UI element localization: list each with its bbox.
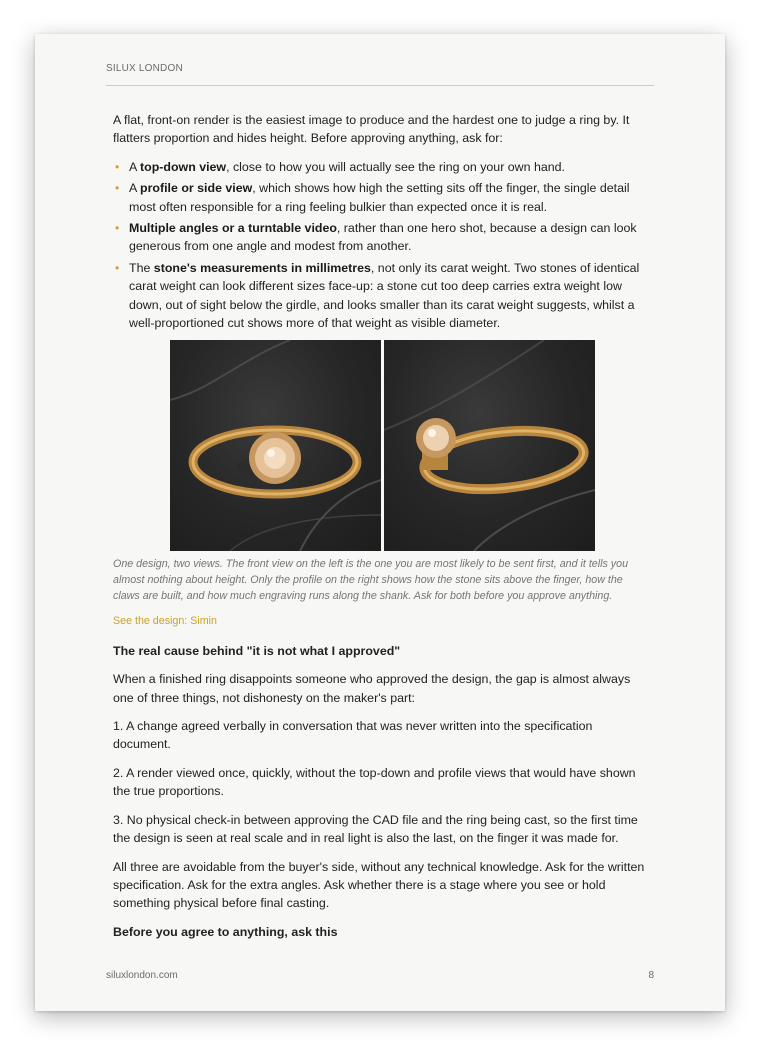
bullet-icon: • — [115, 221, 120, 236]
article-body — [113, 111, 651, 951]
bullet-icon: • — [115, 159, 120, 174]
running-header: SILUX LONDON — [106, 63, 183, 74]
next-section-heading: Before you agree to anything, ask this — [113, 924, 338, 939]
figure-caption: One design, two views. The front view on the left is the one you are most likely to be sent first, and it tells you almost nothing about height. Only the profile on the right shows how the stone sits above the finger, how the claws are built, and how much engraving runs along the shank. Ask for both before you approve anything. — [113, 558, 629, 602]
numbered-point: 1. A change agreed verbally in conversation that was never written into the specification document. — [113, 719, 593, 752]
list-item: • Multiple angles or a turntable video, rather than one hero shot, because a design can look generous from one angle and modest from another. — [115, 221, 637, 254]
ring-front-view-image — [170, 340, 381, 551]
list-item: • A profile or side view, which shows how high the setting sits off the finger, the single detail most often responsible for a ring feeling bulkier than expected once it is real. — [115, 181, 630, 214]
ask-for-list — [113, 158, 651, 333]
list-item: • The stone's measurements in millimetres, not only its carat weight. Two stones of identical carat weight can look different sizes face-up: a stone cut too deep carries extra weight low down, out of sight below the girdle, and looks smaller than its carat weight suggests, whilst a well-proportioned cut shows more of that weight as visible diameter. — [115, 260, 640, 331]
bullet-icon: • — [115, 260, 120, 275]
list-item: • A top-down view, close to how you will actually see the ring on your own hand. — [113, 158, 651, 176]
footer-site-url: siluxlondon.com — [106, 970, 178, 981]
numbered-point: 3. No physical check-in between approving the CAD file and the ring being cast, so the first time the design is seen at real scale and in real light is also the last, on the finger it was made for. — [113, 812, 638, 846]
ring-profile-view-image — [384, 340, 595, 551]
bullet-icon: • — [115, 181, 120, 196]
page-number: 8 — [648, 970, 654, 981]
header-divider — [106, 85, 654, 86]
numbered-point: 2. A render viewed once, quickly, without the top-down and profile views that would have shown the true proportions. — [113, 765, 636, 799]
intro-paragraph: A flat, front-on render is the easiest image to produce and the hardest one to judge a ring by. It flatters proportion and hides height. Before approving anything, ask for: — [113, 113, 630, 146]
see-design-link[interactable]: See the design: Simin — [113, 615, 217, 628]
document-page — [35, 34, 725, 1011]
ring-figure — [113, 340, 651, 551]
section-intro: When a finished ring disappoints someone who approved the design, the gap is almost always one of three things, not dishonesty on the maker's part: — [113, 672, 631, 705]
section-heading: The real cause behind "it is not what I approved" — [113, 643, 401, 658]
closing-paragraph: All three are avoidable from the buyer's side, without any technical knowledge. Ask for the written specification. Ask for the extra angles. Ask whether there is a stage where you see or hold something physical before final casting. — [113, 859, 645, 911]
